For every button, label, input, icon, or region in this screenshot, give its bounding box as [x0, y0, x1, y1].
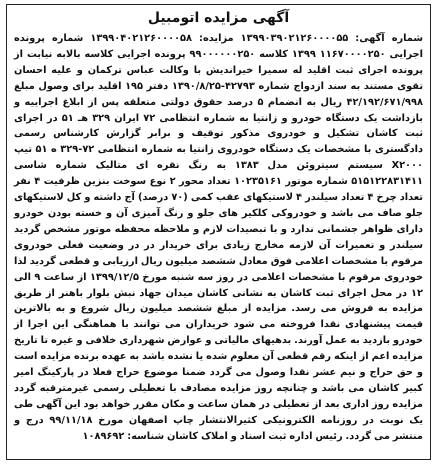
notice-body — [14, 31, 423, 445]
auction-notice — [6, 4, 431, 460]
tracking-label: شناسه: — [127, 430, 165, 442]
notice-body-text: شماره آگهی: ۱۳۹۹۰۳۹۰۲۱۲۶۰۰۰۰۵۵ مزایده: ۱۳۹۹۰۴۰۲۱۲۶۰۰۰۰۵۸ شماره پرونده اجرایی ۱۱۶۷۰۰۰۰۲۵۰ ۱۳۹۹ کلاسه ۹۹۰۰۰۰۰۰۲۵۰ پرونده اجرایی کلاسه بالابه نیابت از پرونده اجرای ثبت اقلید له سمیرا خیراندیش با وکالت عباس ترکمان و علیه احسان تقوی مستند به سند ازدواج شماره ۴۲۷۹۳-۱۳۹۰/۸/۲۵ دفتر ۱۹۵ اقلید برای وصول مبلغ ۴۲/۱۹۲/۶۷۱/۹۹۸ ریال به انضمام ۵ درصد حقوق دولتی متعلقه پس از ابلاغ اجراییه و بازداشت یک دستگاه خودرو و زانتیا به شماره انتظامی ۷۲ ایران ۳۲۹ هـ ۵۱ در اجرای ثبت کاشان تشکیل و خودروی مذکور توقیف و برابر گزارش کارشناس رسمی دادگستری با مشخصات یک دستگاه خودروی زانتیا به شماره انتظامی ۷۲-۳۲۹ ه ۵۱ تیپ X۲۰۰۰ سیستم سیتروئن مدل ۱۳۸۳ به رنگ نقره ای متالیک شماره شاسی ۵۱۵۱۲۲۸۳۱۴۱۱ شماره موتور ۱۰۲۳۵۱۶۱ تعداد محور ۲ نوع سوخت بنزین ظرفیت ۴ نفر تعداد چرخ ۴ تعداد سیلندر ۴ لاستیکهای عقب کمی (۷۰ درصد) آج داشته و کل لاستیکهای جلو صاف می باشد و خودروکی کلکیر های جلو و رنگ آمیزی آن و خسته بودن خودرو دارای ظواهر جشمانی ندارد و با تبصیدات لازم و ملاحظه محفظه موتور مشخص گردید سیلندر و تعمیرات آن لازمه مخارج زیادی برای خریدار در در وضعیت فعلی خودروی مرقوم با مشخصات اعلامی فوق معادل ششصد میلیون ریال ارزیابی و قطعی گردید لذا خودروی مرقوم با مشخصات اعلامی در روز سه شنبه مورخ ۱۳۹۹/۱۲/۵ از ساعت ۹ الی ۱۲ در محل اجرای ثبت کاشان به نشانی کاشان میدان جهاد نبش بلوار باهنر از طریق مزایده به فروش می رسد. مزایده از مبلغ ششصد میلیون ریال شروع و به بالاترین قیمت پیشنهادی نقدا فروخته می شود خریداران می توانند با هماهنگی این اجرا از خودرو بازدید به عمل آورند. بدهیهای مالیاتی و عوارض شهرداری خلافی و غیره تا تاریخ مزایده اعم از اینکه رقم قطعی آن معلوم شده یا نشده باشد به عهده برنده مزایده است و حق حراج و نیم عشر نقدا وصول می گردد ضمنا موضوع حراج فعلا در پارکینگ امیر کبیر کاشان می باشد و چنانچه روز مزایده مصادف با تعطیلی رسمی غیرمترقبه گردد مزایده روز اداری بعد از تعطیلی در همان ساعت و مکان مقرر خواهد بود این آگهی طی یک نوبت در روزنامه الکترونیکی کثیرالانتشار چاپ اصفهان مورخ ۹۹/۱۱/۱۸ درج و منتشر می گردد. رئیس اداره ثبت اسناد و املاک کاشان — [14, 33, 424, 442]
notice-title: آگهی مزایده اتومبیل — [147, 10, 290, 26]
tracking-number: ۱۰۸۹۶۹۲ — [82, 430, 125, 442]
